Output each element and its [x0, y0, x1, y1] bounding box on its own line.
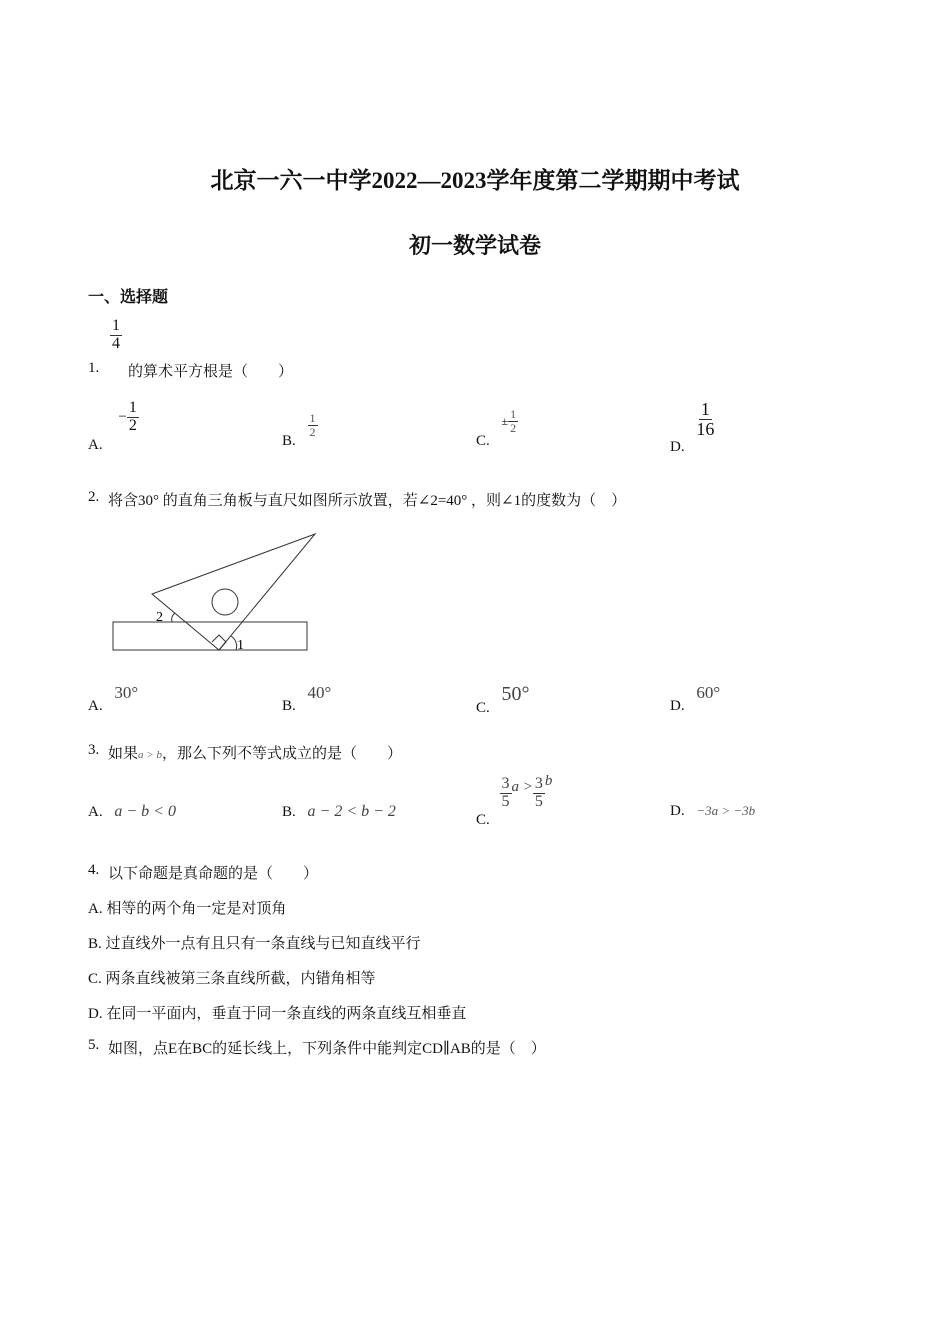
option-d[interactable]: D. −3a > −3b — [670, 803, 756, 819]
option-d[interactable]: D. 60° — [670, 683, 721, 714]
page-subtitle: 初一数学试卷 — [408, 233, 541, 258]
fraction: $\frac{1}{4}$ — [112, 317, 120, 352]
option-a[interactable]: A. 30° — [88, 683, 139, 714]
option-b[interactable]: B. a − 2 < b − 2 — [282, 803, 396, 820]
question-text: 的算术平方根是（ ） — [128, 364, 294, 380]
question-text: 如果a > b，那么下列不等式成立的是（ ） — [108, 746, 402, 762]
option-b[interactable]: B. 40° — [282, 683, 332, 714]
option-c[interactable]: C. $\frac{3}{5}$ a > $\frac{3}{5}$ b — [476, 772, 553, 828]
question-text: 以下命题是真命题的是（ ） — [108, 866, 319, 882]
angle2-label: 2 — [156, 610, 163, 625]
option-d[interactable]: D. 在同一平面内，垂直于同一条直线的两条直线互相垂直 — [88, 1006, 467, 1022]
triangle-ruler-figure — [0, 0, 400, 680]
right-angle-mark — [212, 635, 226, 650]
option-a[interactable]: A. − $\frac{1}{2}$ — [88, 399, 137, 453]
triangle-hole — [212, 589, 238, 615]
option-c[interactable]: C. 50° — [476, 683, 530, 716]
ruler — [113, 622, 307, 650]
question-number: 5. — [88, 1037, 100, 1053]
option-a[interactable]: A. 相等的两个角一定是对顶角 — [88, 901, 287, 917]
option-c[interactable]: C. 两条直线被第三条直线所截，内错角相等 — [88, 971, 376, 987]
page-title: 北京一六一中学2022—2023学年度第二学期期中考试 — [210, 168, 740, 193]
question-number: 1. — [88, 360, 100, 376]
option-a[interactable]: A. a − b < 0 — [88, 803, 176, 820]
question-number: 4. — [88, 862, 100, 878]
question-number: 3. — [88, 742, 100, 758]
angle2-arc — [172, 613, 175, 622]
angle1-arc — [231, 636, 237, 650]
option-b[interactable]: B. $\frac{1}{2}$ — [282, 411, 316, 449]
section-heading: 一、选择题 — [88, 289, 169, 306]
question-text: 如图，点E在BC的延长线上，下列条件中能判定CD∥AB的是（ ） — [108, 1041, 546, 1057]
question-number: 2. — [88, 489, 100, 505]
question-text: 将含30° 的直角三角板与直尺如图所示放置，若∠2=40° ，则∠1的度数为（ ） — [108, 493, 627, 509]
option-c[interactable]: C. ± $\frac{1}{2}$ — [476, 407, 517, 449]
angle1-label: 1 — [237, 638, 244, 653]
option-b[interactable]: B. 过直线外一点有且只有一条直线与已知直线平行 — [88, 936, 421, 952]
option-d[interactable]: D. $\frac{1}{16}$ — [670, 399, 715, 455]
